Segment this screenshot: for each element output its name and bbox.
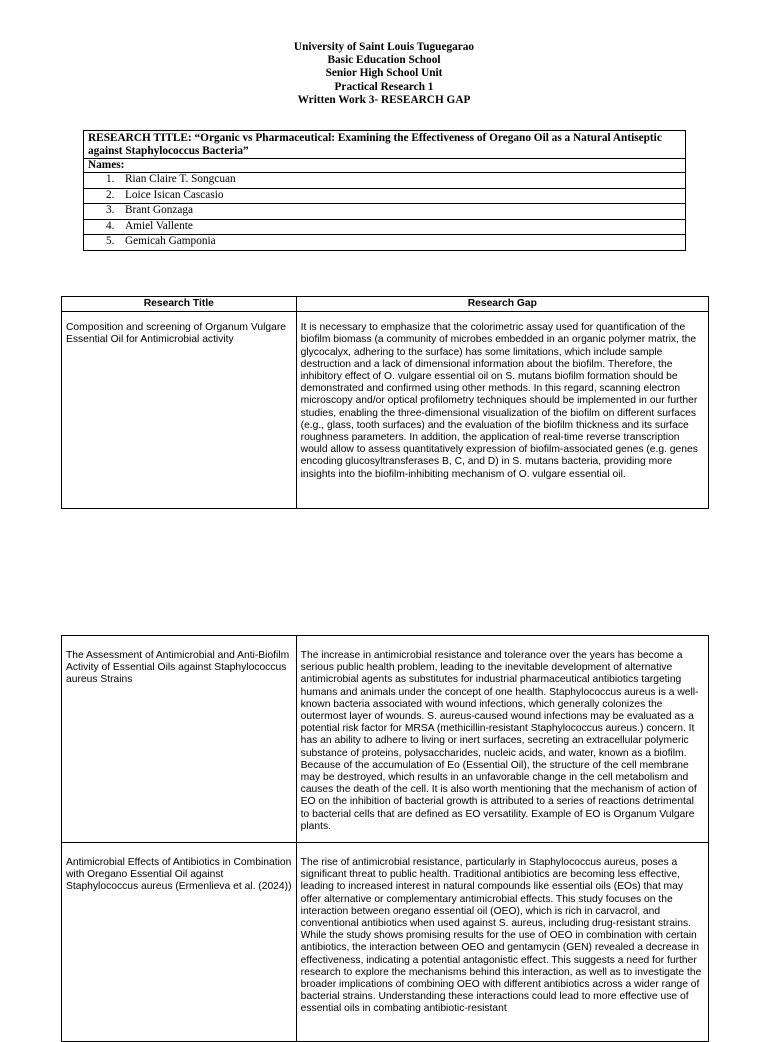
row-gap-cell: The increase in antimicrobial resistance and tolerance over the years has become a serious public health problem, leading to the inevitable development of alternative antimicrobial agents as substitutes for industrial pharmaceutical antibiotics targeting humans and animals under the concept of one health. Staphylococcus aureus is a well-known bacteria associated with wound infections, which generally colonizes the outermost layer of wounds. S. aureus-caused wound infections may be evaluated as a potential risk factor for MRSA (methicillin-resistant Staphylococcus aureus.) concern. It has an ability to adhere to living or inert surfaces, secreting an extracellular polymeric substance of proteins, polysaccharides, nucleic acids, and water, known as a biofilm. Because of the accumulation of Eo (Essential Oil), the structure of the cell membrane may be destroyed, which results in an unfavorable change in the cell metabolism and causes the death of the cell. It is also worth mentioning that the mechanism of action of EO on the inhibition of bacterial growth is attributed to a series of reactions detrimental to bacterial cells that are defined as EO versatility. Example of EO is Organum Vulgare plants. (296, 636, 708, 843)
member-row (84, 204, 686, 220)
research-title-header: Research Title (62, 297, 297, 312)
member-name: Loice Isican Cascasio (125, 188, 224, 201)
table-row (62, 312, 709, 509)
row-gap-cell (296, 843, 708, 1042)
research-title-cell: RESEARCH TITLE: “Organic vs Pharmaceutical: Examining the Effectiveness of Oregano Oil as a Natural Antiseptic against Staphylococcus Bacteria” (84, 131, 686, 159)
row-title-cell: Composition and screening of Organum Vulgare Essential Oil for Antimicrobial activity (62, 312, 297, 509)
research-gap-header: Research Gap (296, 297, 708, 312)
member-name: Brant Gonzaga (125, 204, 194, 216)
table-row (62, 636, 709, 843)
school-name: Basic Education School (327, 54, 441, 67)
document-header (0, 41, 768, 107)
gap-paragraph: While the study shows promising results for the use of OEO in combination with certain antibiotics, the interaction between OEO and gentamycin (GEN) revealed a decrease in effectiveness, indicating a potential antagonistic effect. This suggests a need for further research to explore the mechanisms behind this interaction, as well as to investigate the broader implications of combining OEO with different antibiotics across a wider range of bacterial strains. Understanding these interactions could lead to more effective use of essential oils in combating antibiotic-resistant (300, 930, 702, 1015)
member-row (84, 188, 686, 204)
member-row (84, 173, 686, 189)
research-info-table (83, 130, 686, 251)
member-number: 5. (106, 235, 115, 247)
member-name: Rian Claire T. Songcuan (125, 173, 236, 185)
activity-title: Written Work 3- RESEARCH GAP (297, 93, 471, 106)
row-title-cell: Antimicrobial Effects of Antibiotics in Combination with Oregano Essential Oil against Staphylococcus aureus (Ermenlieva et al. (2024)) (62, 843, 297, 1042)
research-gap-table-continued (61, 635, 709, 1042)
university-name: University of Saint Louis Tuguegarao (293, 41, 475, 53)
member-number: 4. (106, 219, 115, 232)
member-row (84, 235, 686, 251)
row-title-cell: The Assessment of Antimicrobial and Anti-Biofilm Activity of Essential Oils against Staphylococcus aureus Strains (62, 636, 297, 843)
row-gap-cell: It is necessary to emphasize that the colorimetric assay used for quantification of the biofilm biomass (a community of microbes embedded in an organic polymer matrix, the glycocalyx, adhering to the surface) has some limitations, which include sample destruction and a lack of dimensional information about the biofilm. Therefore, the inhibitory effect of O. vulgare essential oil on S. mutans biofilm formation should be demonstrated and confirmed using other methods. In this regard, scanning electron microscopy and/or optical profilometry techniques should be implemented in our further studies, enabling the three-dimensional visualization of the biofilm on different surfaces (e.g., glass, tooth surfaces) and the evaluation of the biofilm thickness and its surface roughness parameters. In addition, the application of real-time reverse transcription would allow to assess quantitatively expression of biofilm-associated genes (e.g. genes encoding glucosyltransferases B, C, and D) in S. mutans bacteria, providing more insights into the biofilm-inhibiting mechanism of O. vulgare essential oil. (296, 312, 708, 509)
member-name: Gemicah Gamponia (125, 235, 216, 247)
unit-name: Senior High School Unit (325, 67, 443, 80)
gap-paragraph: The rise of antimicrobial resistance, particularly in Staphylococcus aureus, poses a significant threat to public health. Traditional antibiotics are becoming less effective, leading to increased interest in natural compounds like essential oils (EOs) that may offer alternative or complementary antimicrobial effects. This study focuses on the interaction between oregano essential oil (OEO), which is rich in carvacrol, and conventional antibiotics when used against S. aureus, including drug-resistant strains. (300, 857, 692, 930)
research-gap-table (61, 296, 709, 509)
names-label: Names: (84, 159, 686, 173)
subject-name: Practical Research 1 (334, 80, 434, 93)
table-row (62, 843, 709, 1042)
member-number: 1. (106, 173, 115, 185)
member-name: Amiel Vallente (125, 219, 193, 232)
member-row (84, 219, 686, 235)
member-number: 3. (106, 204, 115, 216)
member-number: 2. (106, 188, 115, 201)
